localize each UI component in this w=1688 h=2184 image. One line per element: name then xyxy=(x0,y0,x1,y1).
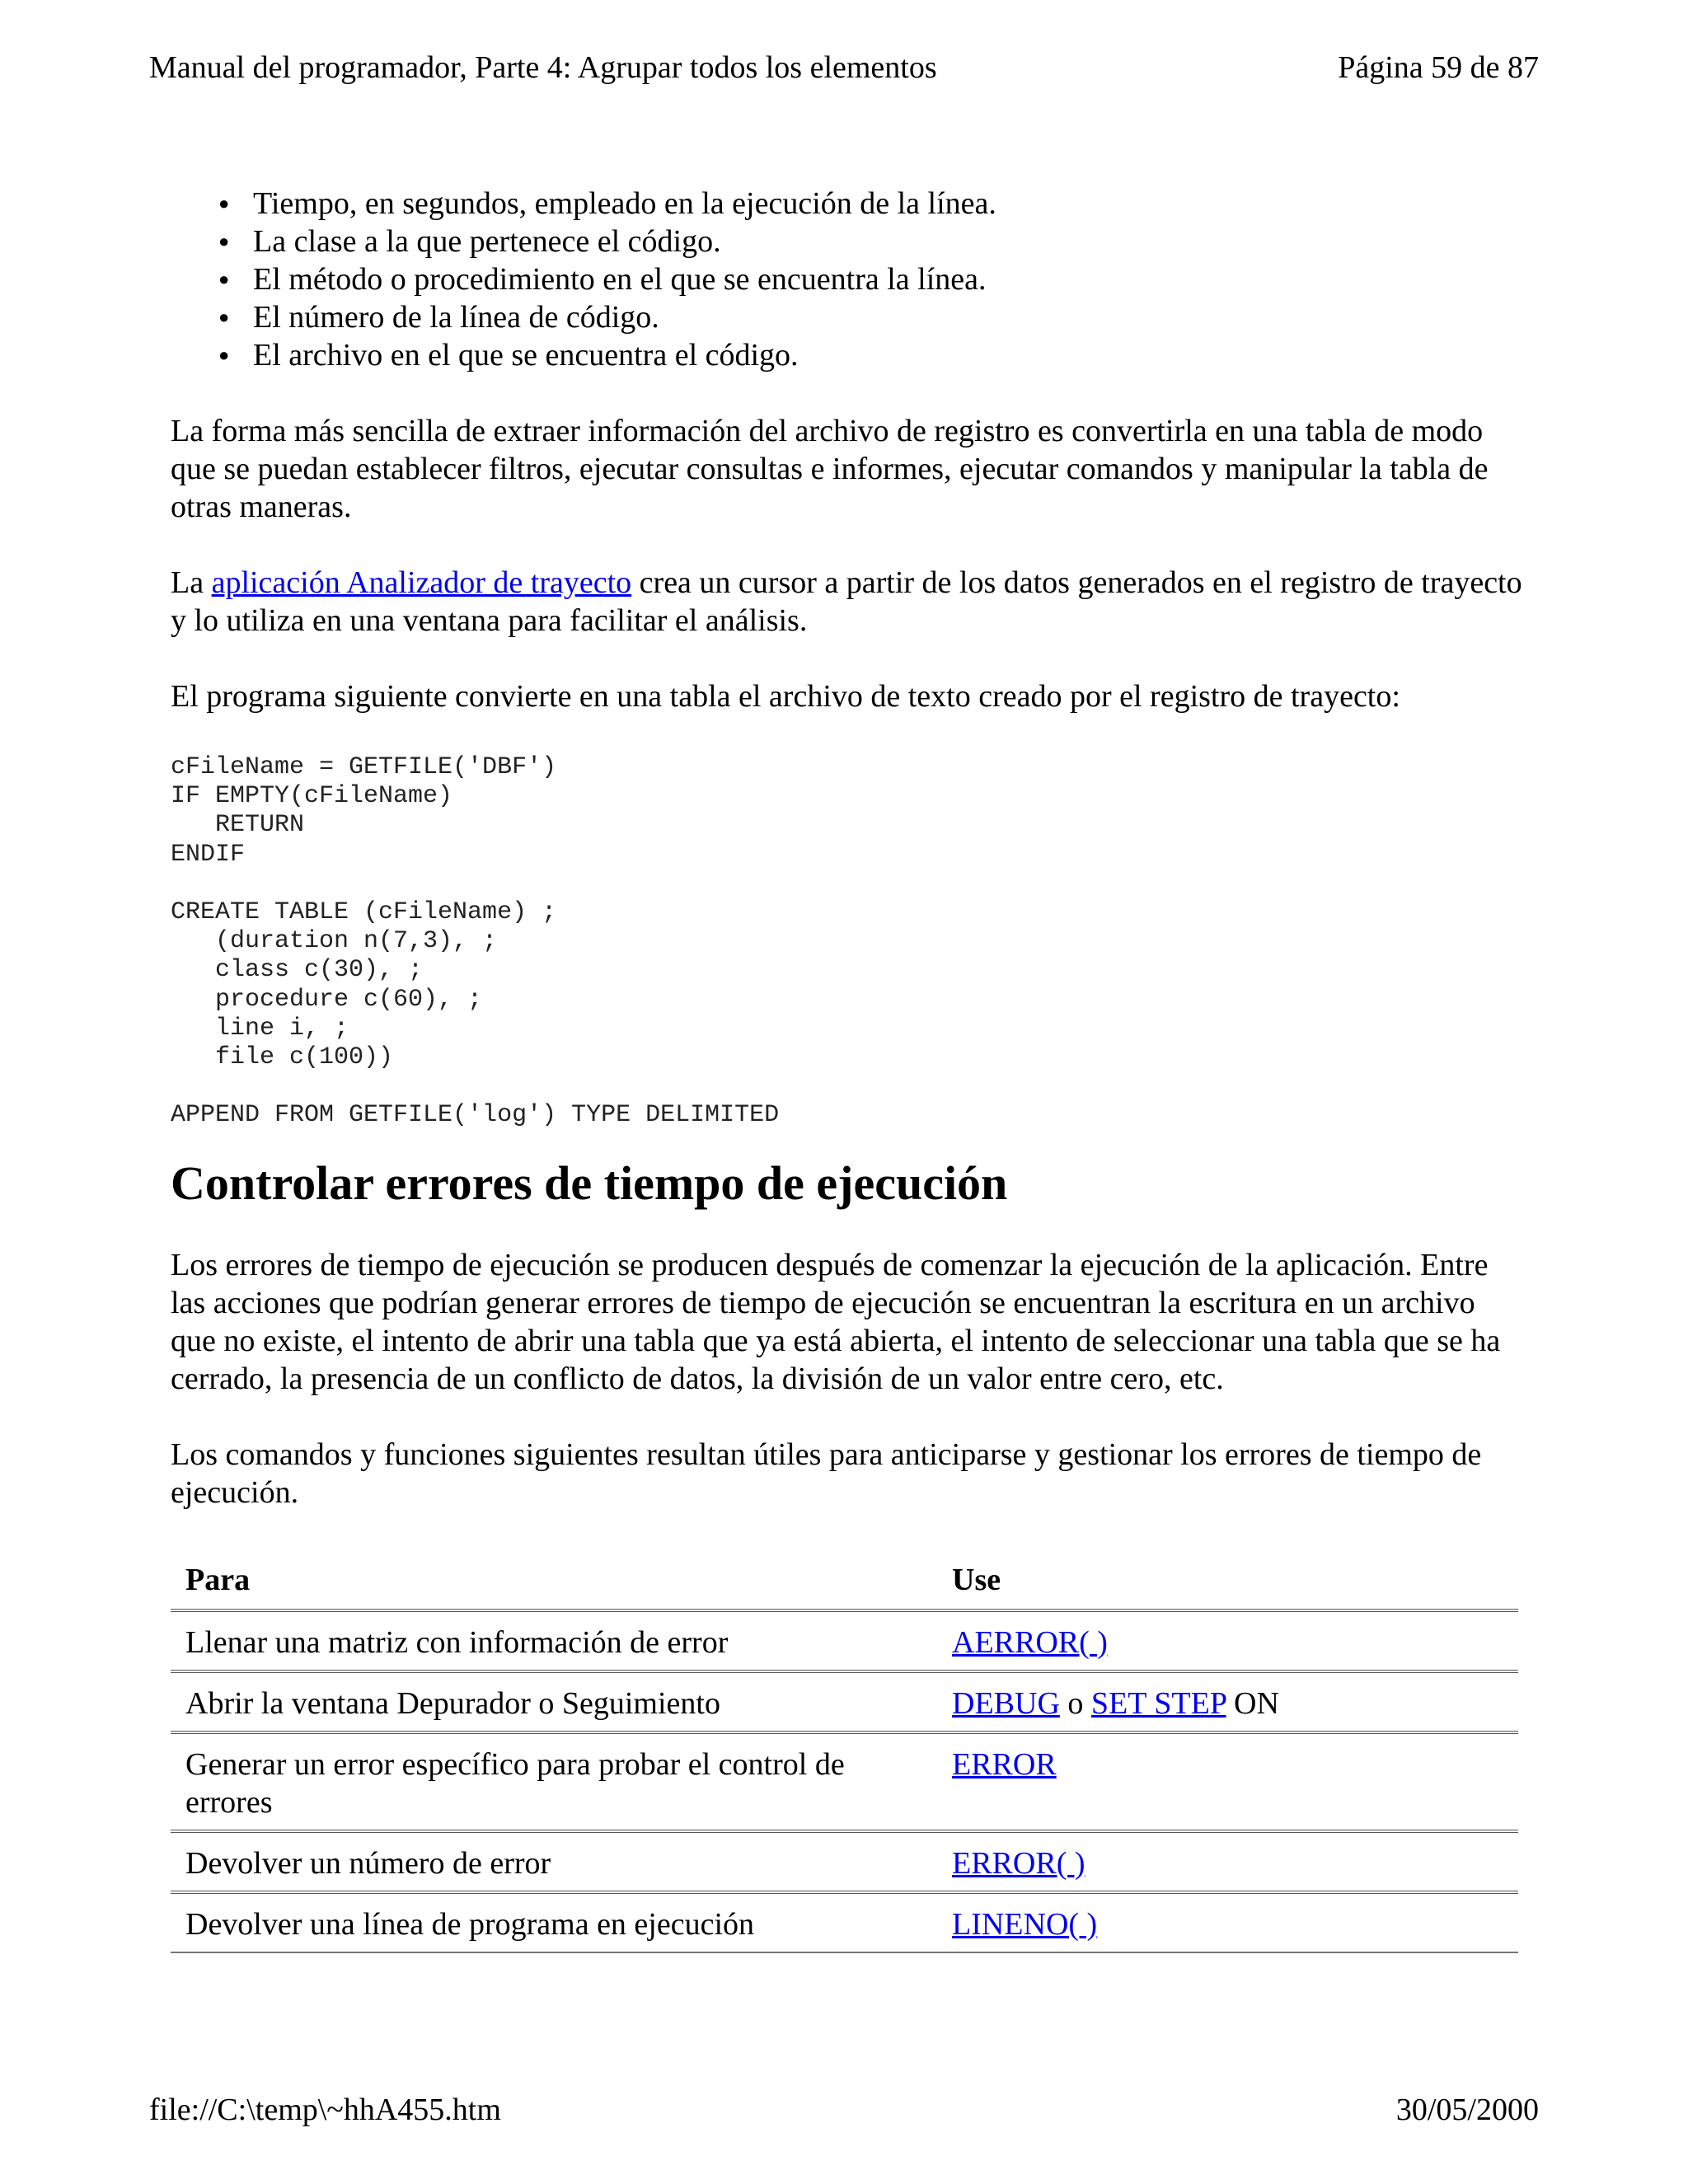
aerror-link[interactable]: AERROR( ) xyxy=(952,1624,1108,1660)
table-cell-purpose: Generar un error específico para probar el control de errores xyxy=(171,1732,937,1831)
print-date: 30/05/2000 xyxy=(1395,2093,1539,2127)
table-cell-purpose: Llenar una matriz con información de error xyxy=(171,1610,937,1671)
page-header xyxy=(149,48,1539,87)
cell-text: o xyxy=(1059,1685,1091,1721)
list-item: ● La clase a la que pertenece el código. xyxy=(253,223,1522,260)
table-cell-purpose: Devolver una línea de programa en ejecución xyxy=(171,1892,937,1952)
table-cell-use xyxy=(937,1892,1518,1952)
error-command-link[interactable]: ERROR xyxy=(952,1746,1057,1782)
table-row xyxy=(171,1671,1518,1732)
paragraph-log-table: La forma más sencilla de extraer información del archivo de registro es convertirla en una tabla de modo que se puedan establecer filtros, ejecutar consultas e informes, ejecutar comandos y manipular la tabla de otras maneras. xyxy=(171,414,1489,524)
table-row xyxy=(171,1732,1518,1831)
column-header-para: Para xyxy=(171,1561,937,1610)
table-cell-use xyxy=(937,1831,1518,1892)
coverage-profiler-link[interactable]: aplicación Analizador de trayecto xyxy=(211,565,632,600)
section-heading: Controlar errores de tiempo de ejecución xyxy=(171,1155,1008,1210)
paragraph-analyzer xyxy=(171,564,1522,640)
error-function-link[interactable]: ERROR( ) xyxy=(952,1845,1085,1881)
file-path: file://C:\temp\~hhA455.htm xyxy=(149,2093,501,2127)
paragraph-text: crea un cursor a partir de los datos generados en el registro de trayecto y lo utiliza en una ventana para facilitar el análisis. xyxy=(171,565,1522,638)
column-header-use: Use xyxy=(937,1561,1518,1610)
paragraph-text: La xyxy=(171,565,212,600)
paragraph-program-intro: El programa siguiente convierte en una tabla el archivo de texto creado por el registro de trayecto: xyxy=(171,679,1400,714)
table-cell-purpose: Abrir la ventana Depurador o Seguimiento xyxy=(171,1671,937,1732)
paragraph-commands-intro: Los comandos y funciones siguientes resultan útiles para anticiparse y gestionar los errores de tiempo de ejecución. xyxy=(171,1436,1482,1510)
table-cell-use xyxy=(937,1671,1518,1732)
debug-link[interactable]: DEBUG xyxy=(952,1685,1060,1721)
code-sample: cFileName = GETFILE('DBF') IF EMPTY(cFileName) RETURN ENDIF CREATE TABLE (cFileName) ; (duration n(7,3), ; class c(30), ; procedure c(60), ; line i, ; file c(100)) APPEND FROM GETFILE('log') TYPE DELIMITED xyxy=(171,753,780,1130)
table-cell-purpose: Devolver un número de error xyxy=(171,1831,937,1892)
page-content xyxy=(171,185,1522,1953)
table-header-row xyxy=(171,1561,1518,1610)
list-item: ● Tiempo, en segundos, empleado en la ejecución de la línea. xyxy=(253,185,1522,223)
table-cell-use xyxy=(937,1732,1518,1831)
table-cell-use xyxy=(937,1610,1518,1671)
table-row xyxy=(171,1831,1518,1892)
error-functions-table xyxy=(171,1561,1518,1953)
list-item: ● El archivo en el que se encuentra el código. xyxy=(253,336,1522,374)
page-footer xyxy=(149,2090,1539,2130)
table-row xyxy=(171,1610,1518,1671)
page-number: Página 59 de 87 xyxy=(1338,50,1539,85)
table-row xyxy=(171,1892,1518,1952)
lineno-link[interactable]: LINENO( ) xyxy=(952,1906,1098,1942)
cell-text: ON xyxy=(1226,1685,1279,1721)
list-item: ● El número de la línea de código. xyxy=(253,298,1522,336)
set-step-link[interactable]: SET STEP xyxy=(1090,1685,1226,1721)
paragraph-runtime-errors: Los errores de tiempo de ejecución se producen después de comenzar la ejecución de la aplicación. Entre las acciones que podrían generar errores de tiempo de ejecución se encuentran la escritura en un archivo que no existe, el intento de abrir una tabla que ya está abierta, el intento de seleccionar una tabla que se ha cerrado, la presencia de un conflicto de datos, la división de un valor entre cero, etc. xyxy=(171,1247,1501,1396)
list-item: ● El método o procedimiento en el que se encuentra la línea. xyxy=(253,260,1522,298)
bullet-list xyxy=(171,185,1522,374)
document-title: Manual del programador, Parte 4: Agrupar todos los elementos xyxy=(149,50,937,85)
